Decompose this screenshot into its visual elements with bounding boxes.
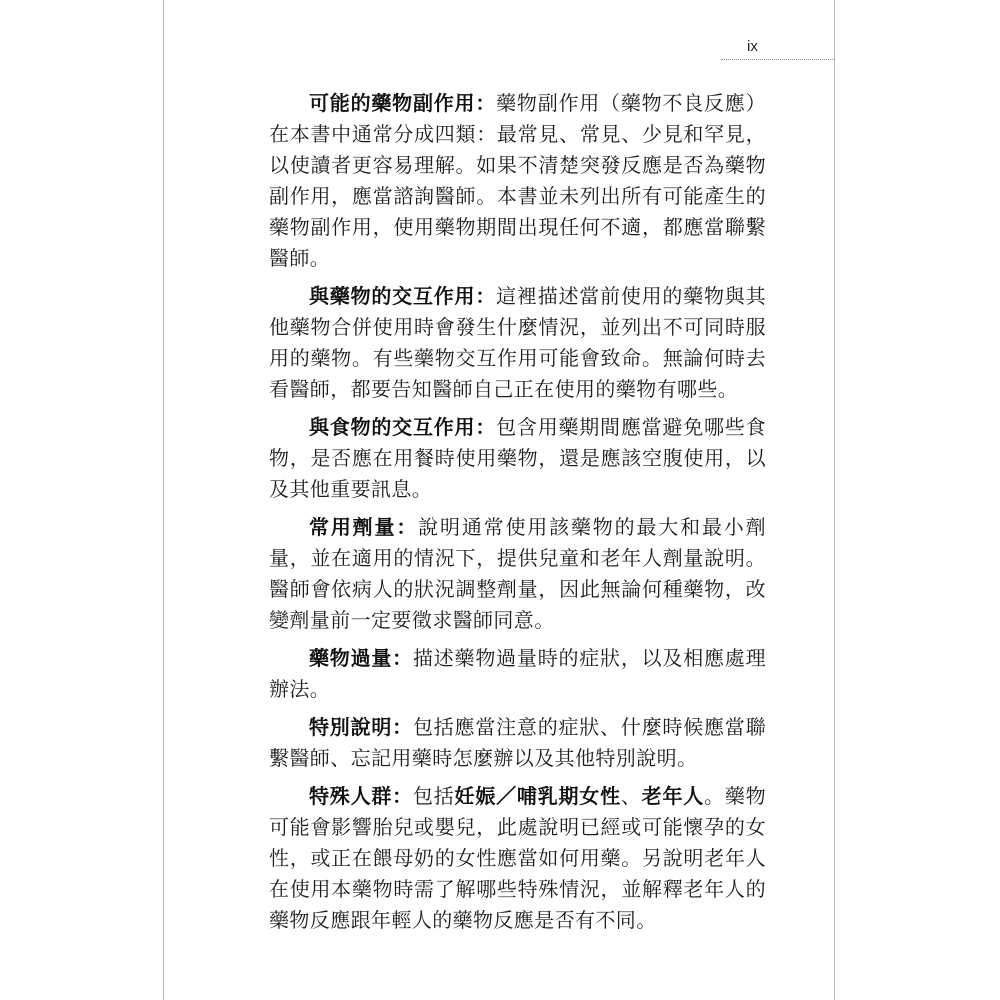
entry-usual-dosage <box>269 512 766 636</box>
entry-drug-interactions <box>269 281 766 405</box>
header-dotted-rule <box>721 59 835 60</box>
page-body <box>269 88 766 943</box>
entry-text: 包括應當注意的症狀、什麼時候應當聯繫醫師、忘記用藥時怎麼辦以及其他特別說明。 <box>269 715 766 770</box>
book-page <box>163 0 835 1000</box>
entry-term: 常用劑量： <box>309 515 419 539</box>
entry-text: 。藥物可能會影響胎兒或嬰兒，此處說明已經或可能懷孕的女性，或正在餵母奶的女性應當如何用藥。另說明老年人在使用本藥物時需了解哪些特殊情況，並解釋老年人的藥物反應跟年輕人的藥物反應是否有不同。 <box>269 784 767 932</box>
entry-overdose <box>269 643 766 705</box>
entry-text: 描述藥物過量時的症狀，以及相應處理辦法。 <box>269 646 766 701</box>
entry-side-effects <box>269 88 766 274</box>
entry-term: 與食物的交互作用： <box>309 415 497 439</box>
entry-text: 說明通常使用該藥物的最大和最小劑量，並在適用的情況下，提供兒童和老年人劑量說明。醫師會依病人的狀況調整劑量，因此無論何種藥物，改變劑量前一定要徵求醫師同意。 <box>269 515 767 632</box>
entry-term: 藥物過量： <box>309 646 413 670</box>
entry-term: 特別說明： <box>309 715 413 739</box>
entry-term: 特殊人群： <box>309 784 413 808</box>
entry-term: 與藥物的交互作用： <box>309 284 497 308</box>
entry-text: 藥物副作用（藥物不良反應）在本書中通常分成四類：最常見、常見、少見和罕見，以使讀者更容易理解。如果不清楚突發反應是否為藥物副作用，應當諮詢醫師。本書並未列出所有可能產生的藥物副作用，使用藥物期間出現任何不適，都應當聯繫醫師。 <box>269 91 766 270</box>
bold-inline-term: 妊娠／哺乳期女性 <box>454 784 621 808</box>
entry-term: 可能的藥物副作用： <box>309 91 497 115</box>
page-number: ix <box>747 38 758 55</box>
entry-food-interactions <box>269 412 766 505</box>
entry-text: 這裡描述當前使用的藥物與其他藥物合併使用時會發生什麼情況，並列出不可同時服用的藥物。有些藥物交互作用可能會致命。無論何時去看醫師，都要告知醫師自己正在使用的藥物有哪些。 <box>269 284 766 401</box>
entry-special-notes <box>269 712 766 774</box>
bold-inline-term: 老年人 <box>641 784 705 808</box>
entry-text: 包括 <box>412 784 455 808</box>
entry-text: 包含用藥期間應當避免哪些食物，是否應在用餐時使用藥物，還是應該空腹使用，以及其他重要訊息。 <box>269 415 766 501</box>
separator: 、 <box>620 784 642 808</box>
entry-special-populations <box>269 781 766 936</box>
